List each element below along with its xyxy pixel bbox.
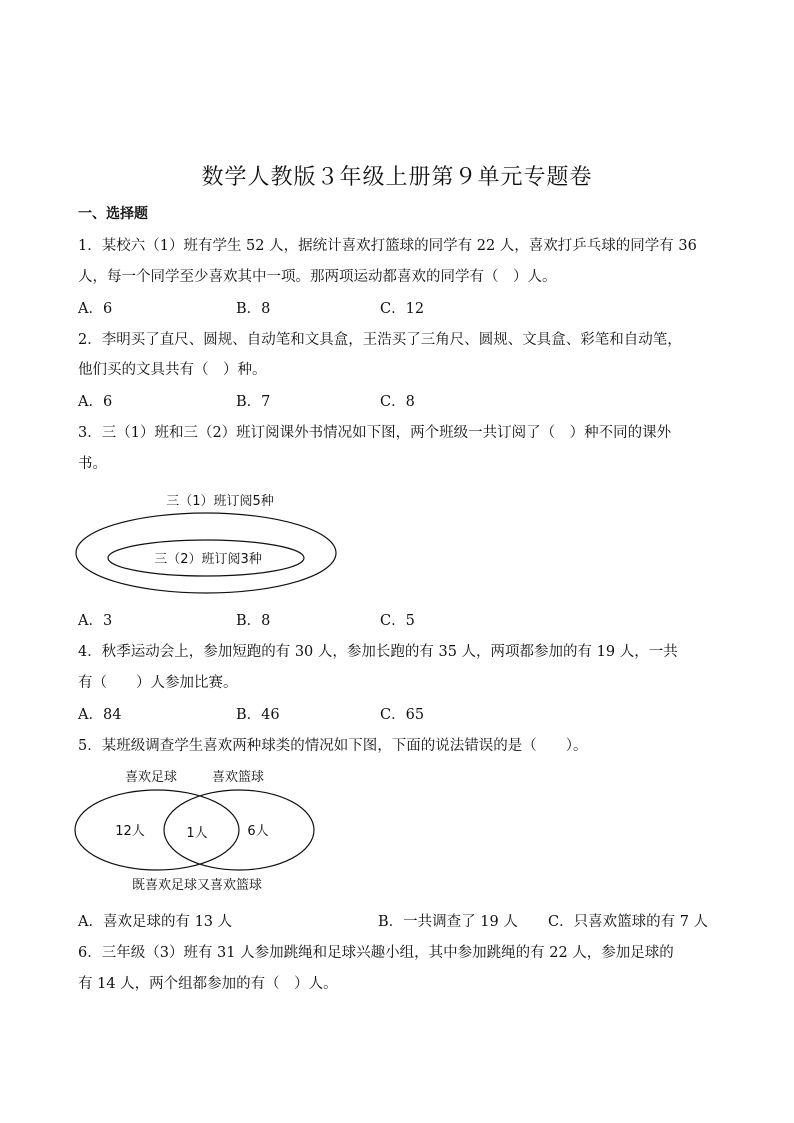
page-title: 数学人教版３年级上册第９单元专题卷 [201,165,593,190]
q5-left-value: 12人 [115,824,145,839]
q3-inner-label: 三（2）班订阅3种 [154,552,262,567]
q1-option-a[interactable]: A．6 [78,301,113,317]
q5-right-value: 6人 [247,824,269,839]
q3-outer-label: 三（1）班订阅5种 [166,494,274,509]
q5-option-c[interactable]: C．只喜欢篮球的有 7 人 [548,914,709,930]
q2-option-b[interactable]: B．7 [236,394,271,410]
q3-nested-ellipse-diagram [60,485,360,600]
q1-text-line1: 1．某校六（1）班有学生 52 人，据统计喜欢打篮球的同学有 22 人，喜欢打乒乓球的同学有 36 [78,238,697,254]
q4-option-a[interactable]: A．84 [78,707,122,723]
q5-left-label: 喜欢足球 [124,770,178,785]
q4-text-line2: 有（ ）人参加比赛。 [78,675,238,691]
q4-text-line1: 4．秋季运动会上，参加短跑的有 30 人，参加长跑的有 35 人，两项都参加的有 19 人，一共 [78,644,678,660]
q5-venn-diagram [60,762,340,897]
q2-option-c[interactable]: C．8 [380,394,415,410]
q4-option-c[interactable]: C．65 [380,707,425,723]
q5-option-a[interactable]: A．喜欢足球的有 13 人 [78,914,233,930]
q5-football-circle [75,790,239,870]
q5-middle-value: 1人 [186,826,208,841]
q6-text-line2: 有 14 人，两个组都参加的有（ ）人。 [78,976,338,992]
q5-right-label: 喜欢篮球 [211,770,265,785]
q2-option-a[interactable]: A．6 [78,394,113,410]
q1-option-b[interactable]: B．8 [236,301,271,317]
q2-text-line2: 他们买的文具共有（ ）种。 [78,362,267,378]
q3-text-line1: 3．三（1）班和三（2）班订阅课外书情况如下图，两个班级一共订阅了（ ）种不同的课外 [78,425,672,441]
q1-option-c[interactable]: C．12 [380,301,425,317]
q1-text-line2: 人，每一个同学至少喜欢其中一项。那两项运动都喜欢的同学有（ ）人。 [78,269,557,285]
q3-option-a[interactable]: A．3 [78,613,113,629]
q3-option-b[interactable]: B．8 [236,613,271,629]
q5-bottom-label: 既喜欢足球又喜欢篮球 [131,878,263,893]
q3-option-c[interactable]: C．5 [380,613,415,629]
q4-option-b[interactable]: B．46 [236,707,280,723]
section-heading: 一、选择题 [78,206,148,222]
q5-text-line1: 5．某班级调查学生喜欢两种球类的情况如下图，下面的说法错误的是（ ）。 [78,738,588,754]
q3-text-line2: 书。 [78,456,107,472]
q6-text-line1: 6．三年级（3）班有 31 人参加跳绳和足球兴趣小组，其中参加跳绳的有 22 人，参加足球的 [78,945,674,961]
q2-text-line1: 2．李明买了直尺、圆规、自动笔和文具盒，王浩买了三角尺、圆规、文具盒、彩笔和自动笔， [78,332,682,348]
q5-option-b[interactable]: B．一共调查了 19 人 [378,914,518,930]
